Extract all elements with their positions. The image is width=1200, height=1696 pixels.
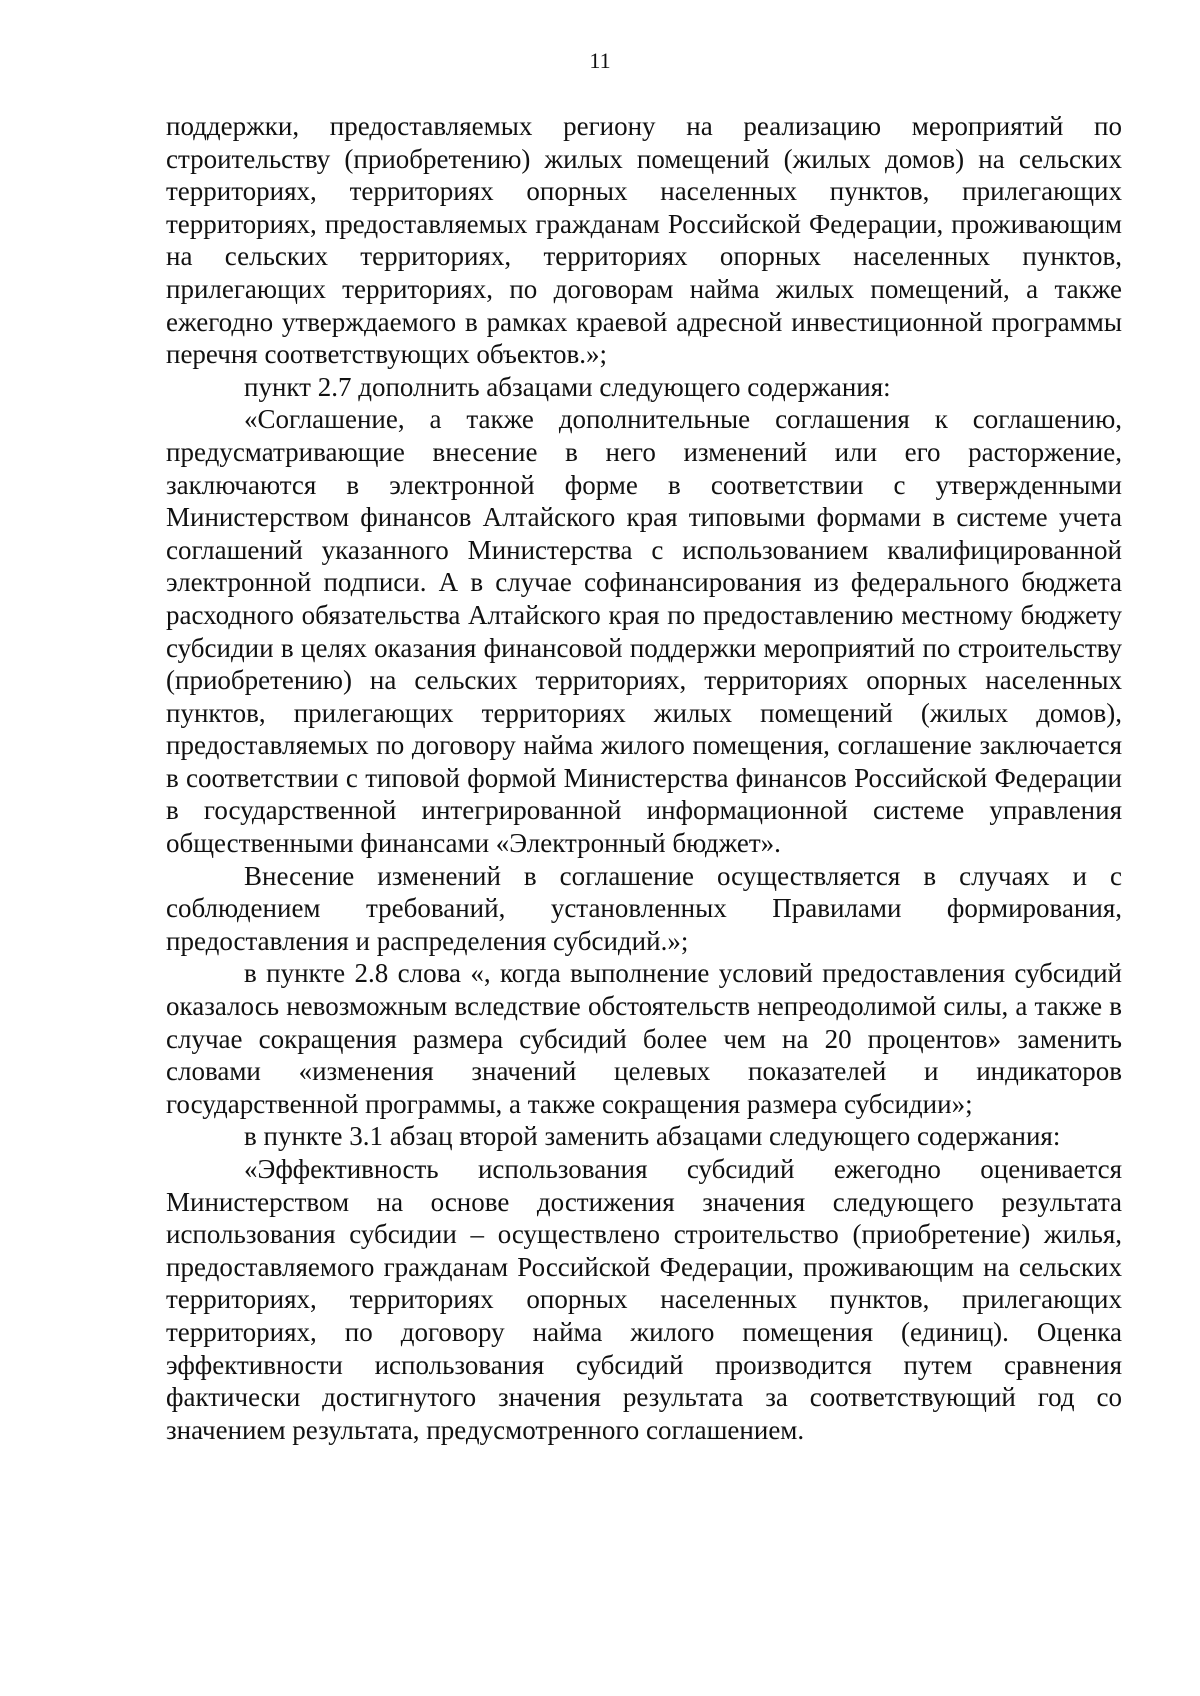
paragraph-efficiency: «Эффективность использования субсидий ежегодно оценивается Министерством на основе достижения значения следующего результата использования субсидии – осуществлено строительство (приобретение) жилья, предоставляемого гражданам Российской Федерации, проживающим на сельских территориях, территориях опорных населенных пунктов, прилегающих территориях, по договору найма жилого помещения (единиц). Оценка эффективности использования субсидий производится путем сравнения фактически достигнутого значения результата за соответствующий год со значением результата, предусмотренного соглашением. xyxy=(166,1154,1122,1445)
paragraph-amend-2-8: в пункте 2.8 слова «, когда выполнение условий предоставления субсидий оказалось невозможным вследствие обстоятельств непреодолимой силы, а также в случае сокращения размера субсидий более чем на 20 процентов» заменить словами «изменения значений целевых показателей и индикаторов государственной программы, а также сокращения размера субсидии»; xyxy=(166,958,1122,1119)
paragraph-amend-2-7: пункт 2.7 дополнить абзацами следующего содержания: xyxy=(244,371,891,402)
document-body xyxy=(166,110,1122,1446)
page-number: 11 xyxy=(589,48,611,73)
paragraph-amendments: Внесение изменений в соглашение осуществляется в случаях и с соблюдением требований, установленных Правилами формирования, предоставления и распределения субсидий.»; xyxy=(166,860,1122,956)
paragraph-agreement: «Соглашение, а также дополнительные соглашения к соглашению, предусматривающие внесение в него изменений или его расторжение, заключаются в электронной форме в соответствии с утвержденными Министерством финансов Алтайского края типовыми формами в системе учета соглашений указанного Министерства с использованием квалифицированной электронной подписи. А в случае софинансирования из федерального бюджета расходного обязательства Алтайского края по предоставлению местному бюджету субсидии в целях оказания финансовой поддержки мероприятий по строительству (приобретению) на сельских территориях, территориях опорных населенных пунктов, прилегающих территориях жилых помещений (жилых домов), предоставляемых по договору найма жилого помещения, соглашение заключается в соответствии с типовой формой Министерства финансов Российской Федерации в государственной интегрированной информационной системе управления общественными финансами «Электронный бюджет». xyxy=(166,404,1122,859)
paragraph-continuation: поддержки, предоставляемых региону на реализацию мероприятий по строительству (приобретению) жилых помещений (жилых домов) на сельских территориях, территориях опорных населенных пунктов, прилегающих территориях, предоставляемых гражданам Российской Федерации, проживающим на сельских территориях, территориях опорных населенных пунктов, прилегающих территориях, по договорам найма жилых помещений, а также ежегодно утверждаемого в рамках краевой адресной инвестиционной программы перечня соответствующих объектов.»; xyxy=(166,111,1122,370)
paragraph-amend-3-1: в пункте 3.1 абзац второй заменить абзацами следующего содержания: xyxy=(244,1121,1061,1152)
